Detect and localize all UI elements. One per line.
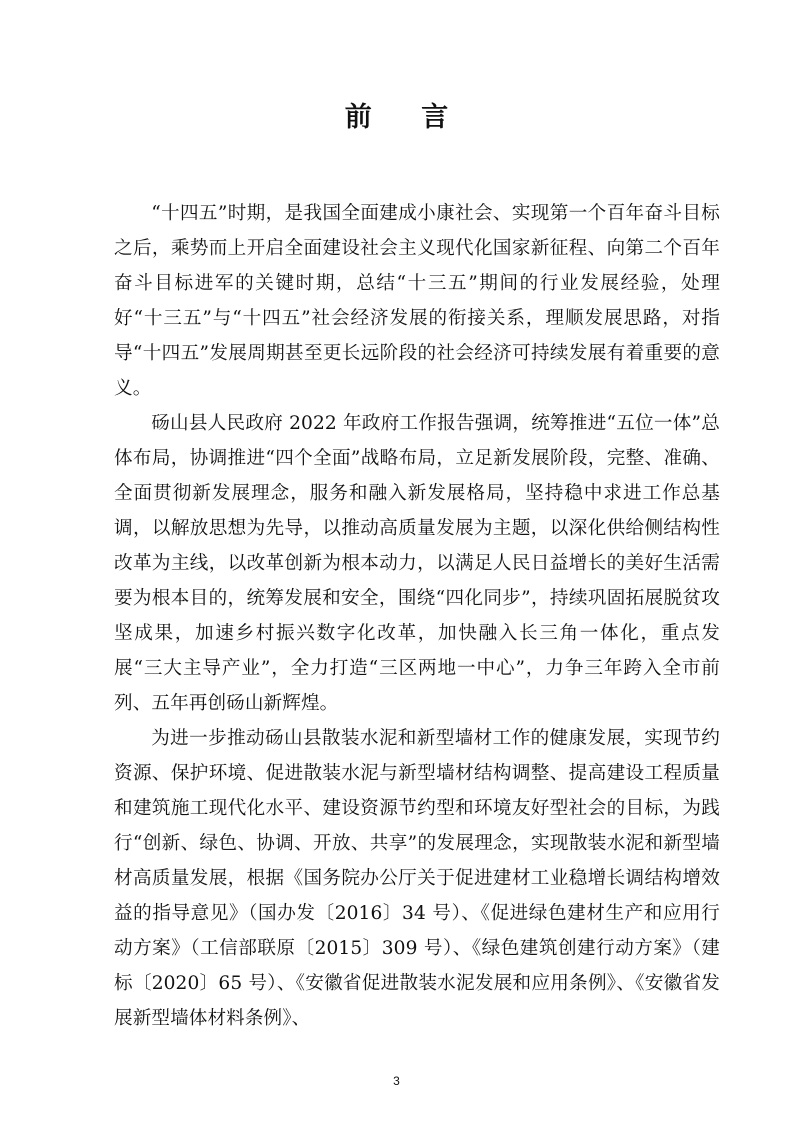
paragraph: 砀山县人民政府 2022 年政府工作报告强调，统筹推进“五位一体”总体布局，协调推进“四个全面”战略布局，立足新发展阶段，完整、准确、全面贯彻新发展理念，服务和融入新发展格局，坚持稳中求进工作总基调，以解放思想为先导，以推动高质量发展为主题，以深化供给侧结构性改革为主线，以改革创新为根本动力，以满足人民日益增长的美好生活需要为根本目的，统筹发展和安全，围绕“四化同步”，持续巩固拓展脱贫攻坚成果，加速乡村振兴数字化改革，加快融入长三角一体化，重点发展“三大主导产业”，全力打造“三区两地一中心”，力争三年跨入全市前列、五年再创砀山新辉煌。 (114, 413, 720, 714)
paragraph: 为进一步推动砀山县散装水泥和新型墙材工作的健康发展，实现节约资源、保护环境、促进散装水泥与新型墙材结构调整、提高建设工程质量和建筑施工现代化水平、建设资源节约型和环境友好型社会的目标，为践行“创新、绿色、协调、开放、共享”的发展理念，实现散装水泥和新型墙材高质量发展，根据《国务院办公厅关于促进建材工业稳增长调结构增效益的指导意见》（国办发〔2016〕34 号）、《促进绿色建材生产和应用行动方案》（工信部联原〔2015〕309 号）、《绿色建筑创建行动方案》（建标〔2020〕65 号）、《安徽省促进散装水泥发展和应用条例》、《安徽省发展新型墙体材料条例》、 (114, 728, 720, 1029)
body-text (114, 196, 720, 1036)
paragraph: “十四五”时期，是我国全面建成小康社会、实现第一个百年奋斗目标之后，乘势而上开启全面建设社会主义现代化国家新征程、向第二个百年奋斗目标进军的关键时期，总结“十三五”期间的行业发展经验，处理好“十三五”与“十四五”社会经济发展的衔接关系，理顺发展思路，对指导“十四五”发展周期甚至更长远阶段的社会经济可持续发展有着重要的意义。 (114, 203, 720, 399)
page-title: 前 言 (344, 102, 469, 133)
page-number: 3 (393, 1074, 400, 1088)
